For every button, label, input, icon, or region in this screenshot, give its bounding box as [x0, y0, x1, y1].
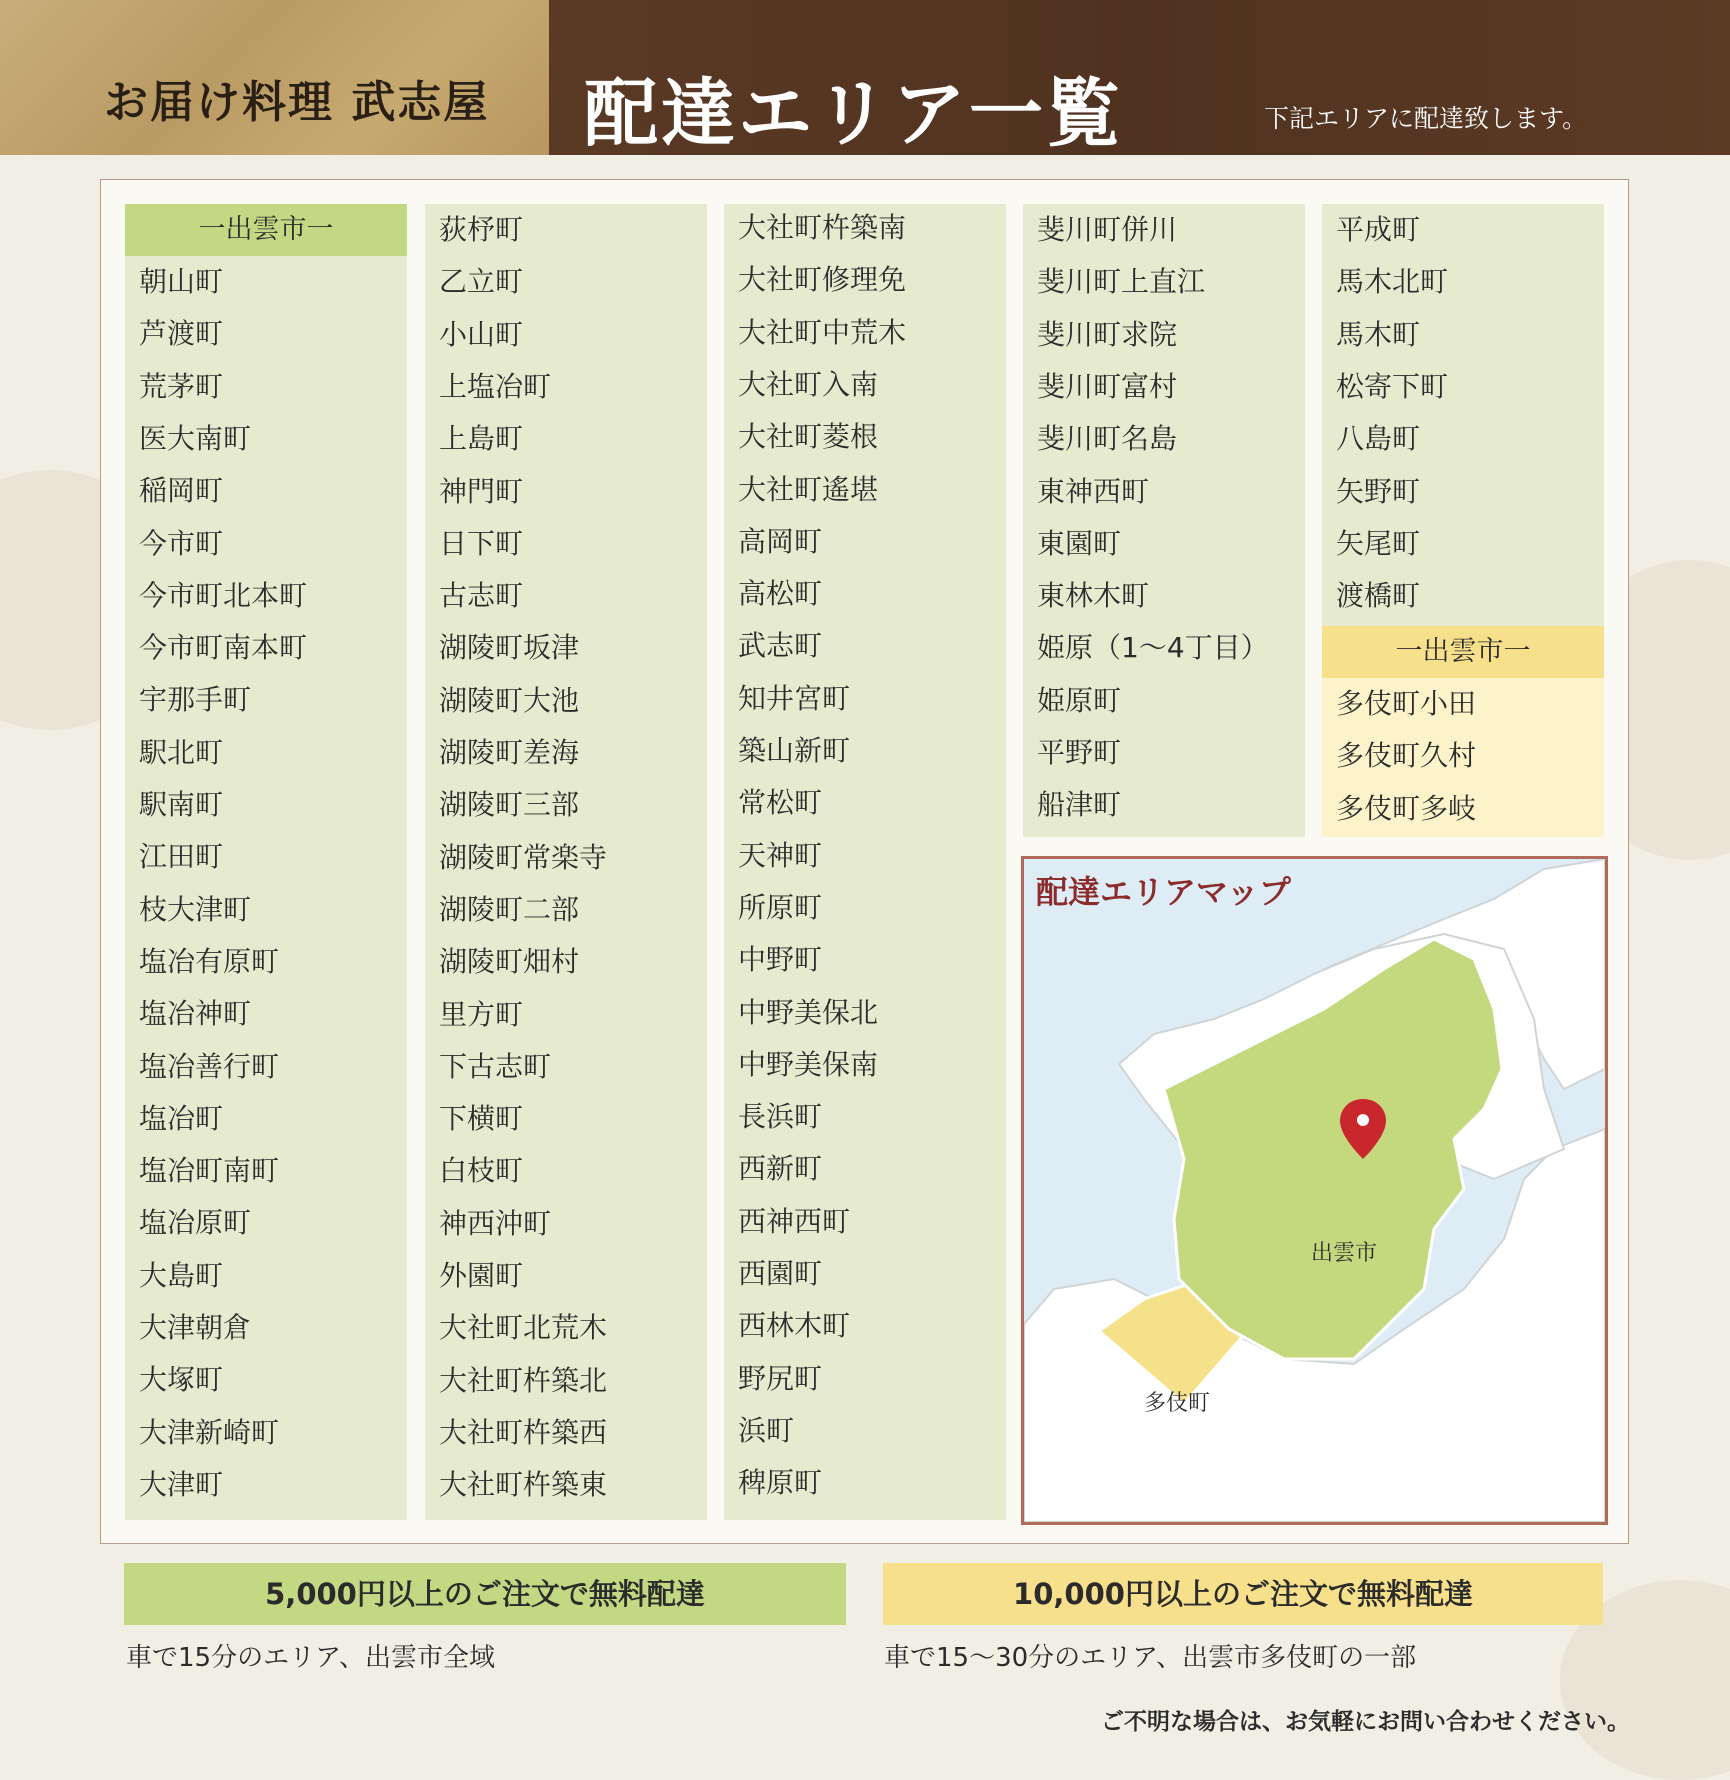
area-item: 東神西町: [1037, 474, 1150, 508]
area-item: 枝大津町: [139, 892, 252, 926]
area-item: 医大南町: [139, 421, 252, 455]
area-item: 駅南町: [139, 788, 224, 821]
fee-banner-yellow: 10,000円以上のご注文で無料配達: [883, 1563, 1603, 1625]
area-item: 乙立町: [439, 265, 524, 299]
brand-name: お届け料理 武志屋: [104, 77, 490, 128]
area-item: 上塩冶町: [439, 369, 552, 403]
area-item: 長浜町: [738, 1100, 823, 1134]
area-item: 西神西町: [738, 1204, 851, 1238]
area-item: 塩冶神町: [139, 997, 252, 1031]
area-item: 姫原町: [1037, 683, 1122, 717]
area-item: 塩冶原町: [139, 1206, 252, 1240]
area-item: 武志町: [738, 629, 823, 663]
area-item: 渡橋町: [1336, 579, 1421, 613]
area-item: 大津新崎町: [139, 1415, 280, 1449]
area-item: 上島町: [439, 422, 524, 456]
page-title: 配達エリア一覧: [584, 71, 1123, 157]
area-item: 大社町中荒木: [738, 315, 907, 349]
area-item: 馬木町: [1336, 317, 1421, 351]
area-item: 野尻町: [738, 1361, 823, 1395]
area-item: 常松町: [738, 786, 823, 820]
area-item: 駅北町: [139, 735, 224, 769]
area-item: 稲岡町: [139, 474, 224, 508]
map-label-taki: 多伎町: [1144, 1391, 1211, 1416]
page-subtitle: 下記エリアに配達致します。: [1264, 104, 1588, 133]
area-item: 今市町: [139, 526, 224, 560]
area-item: 湖陵町畑村: [439, 945, 580, 979]
area-item: 天神町: [738, 838, 823, 872]
area-item: 姫原（1～4丁目）: [1037, 631, 1269, 665]
title-block: [549, 0, 1730, 155]
map-graphic: [1024, 859, 1605, 1522]
area-panel: [100, 179, 1629, 1544]
area-item: 西林木町: [738, 1309, 851, 1343]
area-item: 大社町入南: [738, 367, 879, 401]
area-item: 神門町: [439, 474, 524, 508]
area-item: 朝山町: [139, 265, 224, 298]
area-item: 斐川町上直江: [1037, 265, 1206, 299]
area-item: 今市町南本町: [139, 631, 308, 665]
column-heading-izumo-yellow: 一出雲市一: [1322, 626, 1604, 678]
area-item: 松寄下町: [1336, 369, 1449, 403]
area-item: 大津朝倉: [139, 1311, 252, 1344]
area-item: 神西沖町: [439, 1206, 552, 1240]
area-item: 浜町: [738, 1413, 795, 1447]
delivery-map: [1021, 856, 1608, 1525]
location-pin-dot: [1357, 1114, 1369, 1126]
area-item: 白枝町: [439, 1154, 524, 1188]
area-item: 西園町: [738, 1257, 823, 1290]
area-item: 湖陵町常楽寺: [439, 840, 608, 874]
area-item: 中野美保南: [738, 1047, 879, 1081]
area-item: 塩冶善行町: [139, 1049, 280, 1083]
area-item: 斐川町名島: [1037, 422, 1178, 456]
area-item: 宇那手町: [139, 683, 252, 717]
area-item: 大島町: [139, 1258, 224, 1292]
area-item: 日下町: [439, 526, 524, 560]
area-item: 斐川町富村: [1037, 369, 1178, 403]
area-item: 塩冶町南町: [139, 1154, 280, 1188]
area-item: 荻杼町: [439, 213, 524, 246]
area-item: 今市町北本町: [139, 578, 308, 612]
area-item: 湖陵町三部: [439, 788, 580, 822]
fee-note-yellow: 車で15～30分のエリア、出雲市多伎町の一部: [884, 1643, 1417, 1673]
area-column-2: [425, 204, 707, 1520]
area-item: 大社町杵築東: [439, 1468, 608, 1502]
footer-note: ご不明な場合は、お気軽にお問い合わせください。: [1101, 1709, 1630, 1735]
area-item: 小山町: [439, 317, 524, 351]
area-item: 大塚町: [139, 1363, 224, 1397]
area-item: 斐川町併川: [1037, 213, 1178, 246]
area-item: 湖陵町二部: [439, 892, 580, 926]
fee-banner-green: 5,000円以上のご注文で無料配達: [124, 1563, 846, 1625]
area-item: 塩冶町: [139, 1101, 224, 1135]
area-item: 里方町: [439, 997, 524, 1031]
area-column-1: [125, 204, 407, 1520]
area-item: 古志町: [439, 579, 524, 613]
area-item: 大社町杵築北: [439, 1363, 608, 1397]
area-item: 多伎町多岐: [1336, 791, 1477, 825]
area-item: 湖陵町大池: [439, 683, 580, 717]
map-label-izumo: 出雲市: [1311, 1241, 1378, 1266]
area-item: 芦渡町: [139, 317, 224, 351]
area-item: 大社町菱根: [738, 420, 879, 454]
area-item: 東林木町: [1037, 579, 1150, 613]
area-item: 外園町: [439, 1259, 524, 1292]
area-column-4: [1023, 204, 1305, 837]
area-item: 馬木北町: [1336, 265, 1449, 299]
area-item: 多伎町久村: [1336, 739, 1477, 773]
area-item: 大社町修理免: [738, 263, 907, 297]
area-item: 稗原町: [738, 1466, 823, 1500]
brand-block: [0, 0, 549, 155]
area-item: 所原町: [738, 890, 823, 924]
area-item: 高松町: [738, 577, 823, 611]
area-item: 平野町: [1037, 736, 1122, 769]
area-item: 中野美保北: [738, 995, 879, 1029]
area-item: 斐川町求院: [1037, 317, 1178, 351]
fee-note-green: 車で15分のエリア、出雲市全域: [126, 1643, 496, 1673]
area-item: 大社町北荒木: [439, 1311, 608, 1345]
area-item: 矢野町: [1336, 474, 1421, 508]
area-item: 湖陵町坂津: [439, 631, 580, 665]
area-item: 多伎町小田: [1336, 687, 1477, 720]
map-title: 配達エリアマップ: [1036, 873, 1291, 911]
area-item: 築山新町: [738, 734, 851, 767]
area-item: 東園町: [1037, 526, 1122, 560]
area-item: 大津町: [139, 1467, 224, 1501]
area-item: 知井宮町: [738, 681, 851, 715]
area-item: 平成町: [1336, 213, 1421, 246]
area-item: 八島町: [1336, 422, 1421, 456]
area-item: 下古志町: [439, 1049, 552, 1083]
area-item: 湖陵町差海: [439, 736, 580, 769]
area-column-3: [724, 204, 1006, 1520]
header: [0, 0, 1730, 155]
area-item: 矢尾町: [1336, 526, 1421, 560]
area-item: 高岡町: [738, 524, 823, 558]
area-item: 荒茅町: [139, 369, 224, 403]
area-item: 大社町杵築西: [439, 1415, 608, 1449]
area-item: 大社町遙堪: [738, 472, 879, 506]
area-item: 船津町: [1037, 788, 1122, 822]
area-item: 江田町: [139, 840, 224, 874]
area-item: 下横町: [439, 1102, 524, 1136]
column-heading-izumo: 一出雲市一: [125, 204, 407, 256]
area-item: 大社町杵築南: [738, 211, 907, 244]
area-item: 塩冶有原町: [139, 944, 280, 978]
area-item: 中野町: [738, 943, 823, 977]
area-item: 西新町: [738, 1152, 823, 1186]
area-column-5-yellow: [1322, 678, 1604, 837]
